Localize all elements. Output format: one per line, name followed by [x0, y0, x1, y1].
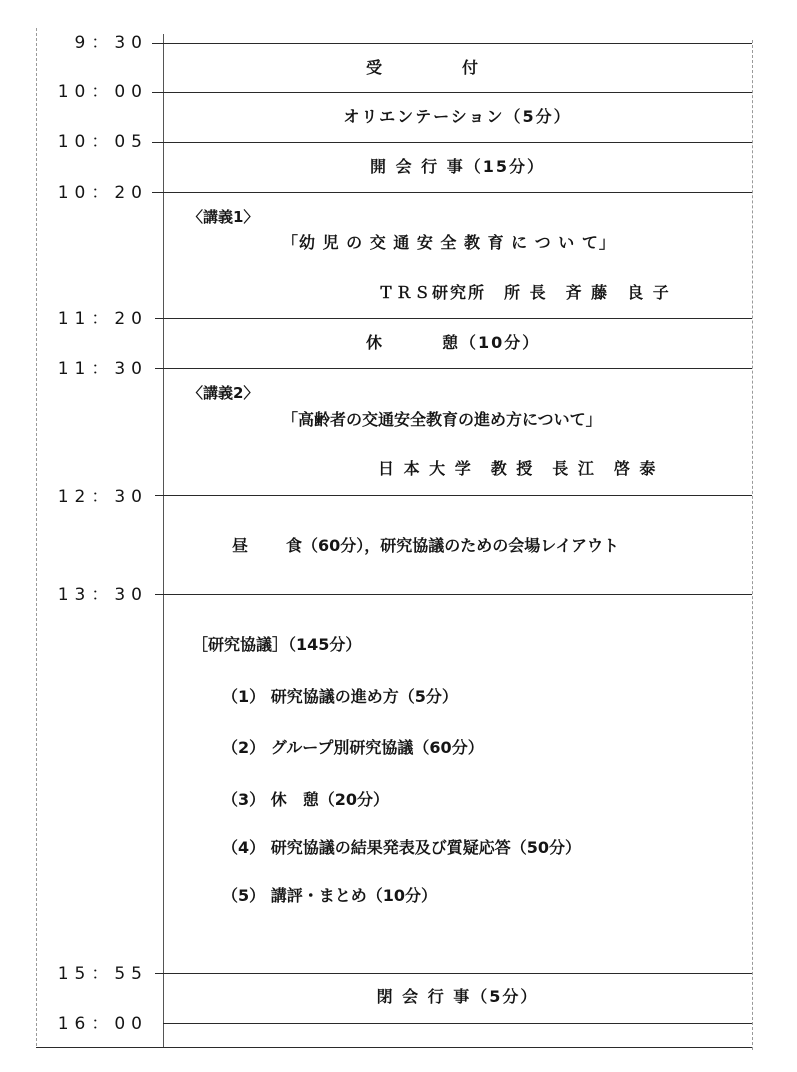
time-label: 13：30: [57, 585, 148, 605]
time-label: 10：00: [57, 82, 148, 102]
time-label: 15：55: [57, 964, 148, 984]
row-divider: [155, 368, 752, 369]
lunch-label-right: 食（60分），研究協議のための会場レイアウト: [286, 536, 619, 555]
time-label: 12：30: [57, 487, 148, 507]
bottom-border: [36, 1047, 752, 1048]
research-item: （3） 休 憩（20分）: [222, 790, 389, 809]
right-border-line: [752, 40, 753, 1050]
reception-label-left: 受: [366, 58, 383, 77]
row-divider: [155, 495, 752, 496]
row-divider: [152, 43, 752, 44]
row-divider: [155, 318, 752, 319]
row-divider: [152, 192, 752, 193]
closing-ceremony-row: 閉 会 行 事（5分）: [376, 987, 539, 1006]
research-heading: ［研究協議］（145分）: [192, 635, 362, 654]
opening-ceremony-row: 開 会 行 事（15分）: [370, 157, 545, 176]
lecture2-title: 「高齢者の交通安全教育の進め方について」: [282, 410, 602, 429]
break1-label-left: 休: [366, 333, 383, 352]
left-margin-line: [36, 28, 37, 1046]
row-divider: [163, 1023, 752, 1024]
lecture1-speaker: ＴＲＳ研究所 所 長 斉 藤 良 子: [378, 283, 671, 302]
lecture1-heading: 〈講義1〉: [188, 208, 259, 226]
break1-label-right: 憩（10分）: [442, 333, 541, 352]
time-label: 9：30: [74, 33, 148, 53]
research-item: （2） グループ別研究協議（60分）: [222, 738, 484, 757]
row-divider: [152, 142, 752, 143]
research-item: （5） 講評・まとめ（10分）: [222, 886, 437, 905]
lecture2-speaker: 日 本 大 学 教 授 長 江 啓 泰: [378, 459, 658, 478]
row-divider: [155, 594, 752, 595]
row-divider: [155, 973, 752, 974]
research-item: （4） 研究協議の結果発表及び質疑応答（50分）: [222, 838, 581, 857]
reception-label-right: 付: [462, 58, 479, 77]
time-label: 10：05: [57, 132, 148, 152]
lecture1-title: 「幼 児 の 交 通 安 全 教 育 に つ い て」: [282, 233, 616, 252]
lecture2-heading: 〈講義2〉: [188, 384, 259, 402]
lunch-label-left: 昼: [232, 536, 249, 555]
column-divider: [163, 34, 164, 1048]
time-label: 10：20: [57, 183, 148, 203]
research-item: （1） 研究協議の進め方（5分）: [222, 687, 458, 706]
orientation-row: オリエンテーション（5分）: [343, 107, 572, 126]
time-label: 11：30: [57, 359, 148, 379]
time-label: 11：20: [57, 309, 148, 329]
row-divider: [152, 92, 752, 93]
time-label: 16：00: [57, 1014, 148, 1034]
